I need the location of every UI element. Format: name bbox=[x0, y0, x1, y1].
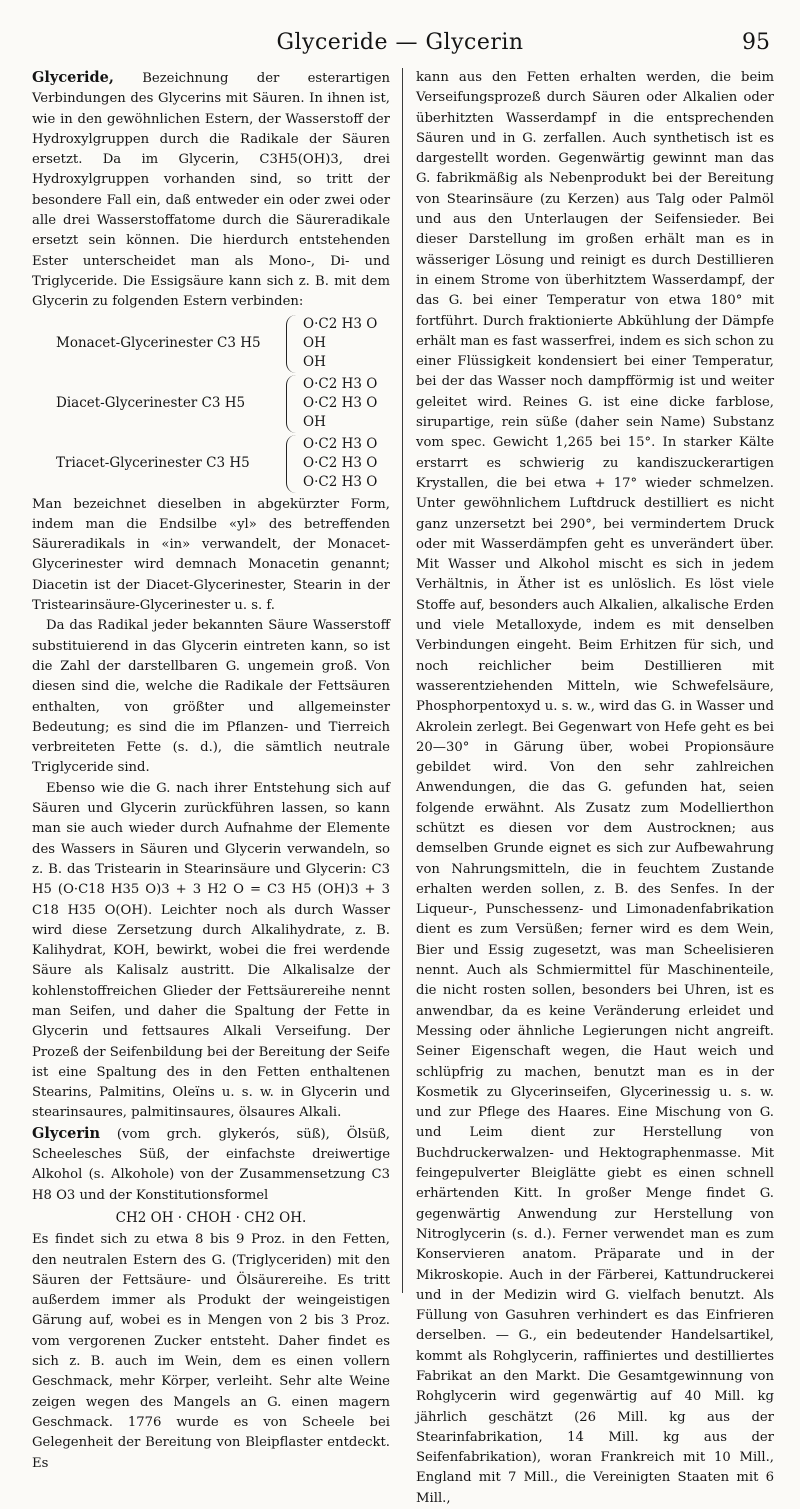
formula-line: OH bbox=[303, 354, 326, 371]
formula-name: Monacet-Glycerinester C3 H5 bbox=[56, 335, 261, 352]
constitution-formula: CH2 OH · CHOH · CH2 OH. bbox=[115, 1209, 307, 1226]
formula-monacet bbox=[32, 315, 390, 373]
paragraph-naming: Man bezeichnet dieselben in abgekürzter Form, indem man die Endsilbe «yl» des betreffenden Säureradikals in «in» verwandelt, der Monacet-Glycerinester wird demnach Monacetin genannt; Diacetin ist der Diacet-Glycerinester, Stearin in der Tristearinsäure-Glycerinester u. s. f. bbox=[32, 496, 390, 614]
formula-line: OH bbox=[303, 414, 326, 431]
formula-line: O·C2 H3 O bbox=[303, 455, 378, 472]
left-column bbox=[32, 68, 390, 1471]
paragraph-continued: kann aus den Fetten erhalten werden, die beim Verseifungsprozeß durch Säuren oder Alkalien oder überhitzten Wasserdampf in die entsprechenden Säuren und in G. zerfallen. Auch synthetisch ist es dargestellt worden. Gegenwärtig gewinnt man das G. fabrikmäßig als Nebenprodukt bei der Bereitung von Stearinsäure (zu Kerzen) aus Talg oder Palmöl und aus den Unterlaugen der Seifensieder. Bei dieser Darstellung im großen erhält man es in wässeriger Lösung und reinigt es durch Destillieren in einem Strome von überhitztem Wasserdampf, der das G. bei einer Temperatur von etwa 180° mit fortführt. Durch fraktionierte Abkühlung der Dämpfe erhält man es fast wasserfrei, indem es sich schon zu einer Flüssigkeit kondensiert bei einer Temperatur, bei der das Wasser noch dampfförmig ist und weiter geleitet wird. Reines G. ist eine dicke farblose, sirupartige, rein süße (daher sein Name) Substanz vom spec. Gewicht 1,265 bei 15°. In starker Kälte erstarrt es schwierig zu kandiszuckerartigen Krystallen, die bei etwa + 17° wieder schmelzen. Unter gewöhnlichem Luftdruck destilliert es nicht ganz unzersetzt bei 290°, bei vermindertem Druck oder mit Wasserdämpfen geht es unverändert über. Mit Wasser und Alkohol mischt es sich in jedem Verhältnis, in Äther ist es unlöslich. Es löst viele Stoffe auf, besonders auch Alkalien, alkalische Erden und viele Metalloxyde, indem es mit denselben Verbindungen eingeht. Beim Erhitzen für sich, und noch reichlicher beim Destillieren mit wasserentziehenden Mitteln, wie Schwefelsäure, Phosphorpentoxyd u. s. w., wird das G. in Wasser und Akrolein zerlegt. Bei Gegenwart von Hefe geht es bei 20—30° in Gärung über, wobei Propionsäure gebildet wird. Von den sehr zahlreichen Anwendungen, die das G. gefunden hat, seien folgende erwähnt. Als Zusatz zum Modellierthon schützt es diesen vor dem Austrocknen; aus demselben Grunde eignet es sich zur Aufbewahrung von Nahrungsmitteln, die in feuchtem Zustande erhalten werden sollen, z. B. des Senfes. In der Liqueur-, Punschessenz- und Limonadenfabrikation dient es zum Versüßen; ferner wird es dem Wein, Bier und Essig zugesetzt, was man Scheelisieren nennt. Auch als Schmiermittel für Maschinenteile, die nicht rosten sollen, besonders bei Uhren, ist es anwendbar, da es keine Veränderung erleidet und Messing oder ähnliche Legierungen nicht angreift. Seiner Eigenschaft wegen, die Haut weich und schlüpfrig zu machen, benutzt man es in der Kosmetik zu Glycerinseifen, Glycerinessig u. s. w. und zur Pflege des Haares. Eine Mischung von G. und Leim dient zur Herstellung von Buchdruckerwalzen- und Hektographenmasse. Mit feingepulverter Bleiglätte giebt es einen schnell erhärtenden Kitt. In großer Menge findet G. gegenwärtig Anwendung zur Herstellung von Nitroglycerin (s. d.). Ferner verwendet man es zum Konservieren anatom. Präparate und in der Mikroskopie. Auch in der Färberei, Kattundruckerei und in der Medizin wird G. vielfach benutzt. Als Füllung von Gasuhren verhindert es das Einfrieren derselben. — G., ein bedeutender Handelsartikel, kommt als Rohglycerin, raffiniertes und destilliertes Fabrikat an den Markt. Die Gesamtgewinnung von Rohglycerin wird gegenwärtig auf 40 Mill. kg jährlich geschätzt (26 Mill. kg aus der Stearinfabrikation, 14 Mill. kg aus der Seifenfabrikation), woran Frankreich mit 10 Mill., England mit 7 Mill., die Vereinigten Staaten mit 6 Mill., bbox=[416, 70, 774, 1506]
curly-brace-icon bbox=[286, 315, 297, 373]
formula-line: OH bbox=[303, 335, 326, 352]
glyceride-entry bbox=[32, 68, 390, 313]
glyceride-definition: Bezeichnung der esterartigen Verbindungen des Glycerins mit Säuren. In ihnen ist, wie in den gewöhnlichen Estern, der Wasserstoff der Hydroxylgruppen durch die Radikale der Säuren ersetzt. Da im Glycerin, C3H5(OH)3, drei Hydroxylgruppen vorhanden sind, so tritt der besondere Fall ein, daß entweder ein oder zwei oder alle drei Wasserstoffatome durch die Säureradikale ersetzt sein können. Die hierdurch entstehenden Ester unterscheidet man als Mono-, Di- und Triglyceride. Die Essigsäure kann sich z. B. mit dem Glycerin zu folgenden Estern verbinden: bbox=[32, 71, 390, 310]
formula-triacet bbox=[32, 435, 390, 493]
glycerin-headword: Glycerin bbox=[32, 1124, 101, 1142]
formula-line: O·C2 H3 O bbox=[303, 395, 378, 412]
glycerin-entry bbox=[32, 1124, 390, 1206]
formula-name: Triacet-Glycerinester C3 H5 bbox=[56, 455, 250, 472]
right-column bbox=[416, 68, 774, 1506]
paragraph-ebenso: Ebenso wie die G. nach ihrer Entstehung sich auf Säuren und Glycerin zurückführen lassen, so kann man sie auch wieder durch Aufnahme der Elemente des Wassers in Säuren und Glycerin verwandeln, so z. B. das Tristearin in Stearinsäure und Glycerin: C3 H5 (O·C18 H35 O)3 + 3 H2 O = C3 H5 (OH)3 + 3 C18 H35 O(OH). Leichter noch als durch Wasser wird diese Zersetzung durch Alkalihydrate, z. B. Kalihydrat, KOH, bewirkt, wobei die frei werdende Säure als Kalisalz austritt. Die Alkalisalze der kohlenstoffreichen Glieder der Fettsäurereihe nennt man Seifen, und daher die Spaltung der Fette in Glycerin und fettsaures Alkali Verseifung. Der Prozeß der Seifenbildung bei der Bereitung der Seife ist eine Spaltung des in den Fetten enthaltenen Stearins, Palmitins, Oleïns u. s. w. in Glycerin und stearinsaures, palmitinsaures, ölsaures Alkali. bbox=[32, 780, 390, 1121]
curly-brace-icon bbox=[286, 435, 297, 493]
page-number: 95 bbox=[742, 30, 770, 55]
page-header bbox=[30, 30, 770, 60]
formula-line: O·C2 H3 O bbox=[303, 474, 378, 491]
formula-line: O·C2 H3 O bbox=[303, 316, 378, 333]
column-divider bbox=[402, 68, 403, 1293]
paragraph-radikal: Da das Radikal jeder bekannten Säure Wasserstoff substituierend in das Glycerin eintreten kann, so ist die Zahl der darstellbaren G. ungemein groß. Von diesen sind die, welche die Radikale der Fettsäuren enthalten, von größter und allgemeinster Bedeutung; es sind die im Pflanzen- und Tierreich verbreiteten Fette (s. d.), die sämtlich neutrale Triglyceride sind. bbox=[32, 618, 390, 776]
curly-brace-icon bbox=[286, 375, 297, 433]
formula-diacet bbox=[32, 375, 390, 433]
glyceride-headword: Glyceride, bbox=[32, 69, 114, 86]
formula-line: O·C2 H3 O bbox=[303, 436, 378, 453]
running-title: Glyceride — Glycerin bbox=[276, 30, 524, 55]
paragraph-vorkommen: Es findet sich zu etwa 8 bis 9 Proz. in den Fetten, den neutralen Estern des G. (Triglyceriden) mit den Säuren der Fettsäure- und Ölsäurereihe. Es tritt außerdem immer als Produkt der weingeistigen Gärung auf, wobei es in Mengen von 2 bis 3 Proz. vom vergorenen Zucker entsteht. Daher findet es sich z. B. auch im Wein, dem es einen vollern Geschmack, mehr Körper, verleiht. Sehr alte Weine zeigen wegen des Mangels an G. einen magern Geschmack. 1776 wurde es von Scheele bei Gelegenheit der Bereitung von Bleipflaster entdeckt. Es bbox=[32, 1232, 390, 1471]
glycerin-definition: (vom grch. glykerós, süß), Ölsüß, Scheelesches Süß, der einfachste dreiwertige Alkohol (s. Alkohole) von der Zusammensetzung C3 H8 O3 und der Konstitutionsformel bbox=[32, 1126, 390, 1203]
formula-line: O·C2 H3 O bbox=[303, 376, 378, 393]
formula-name: Diacet-Glycerinester C3 H5 bbox=[56, 395, 246, 412]
